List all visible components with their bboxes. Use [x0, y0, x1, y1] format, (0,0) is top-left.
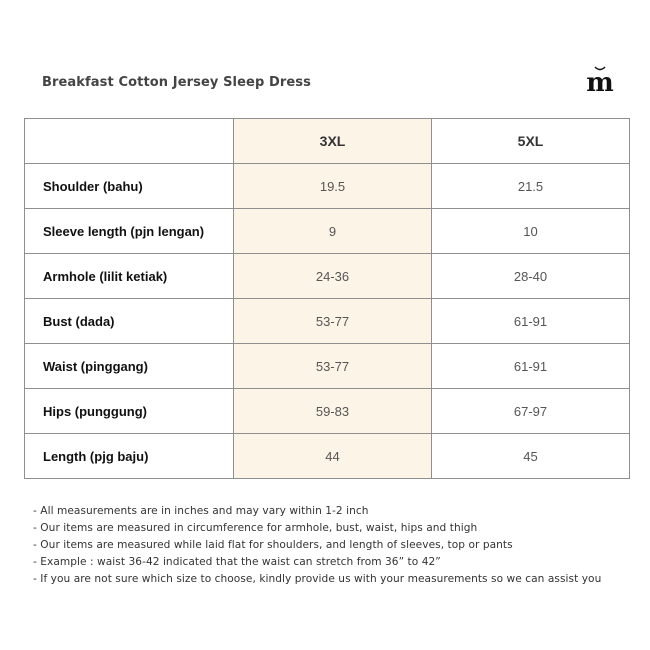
note-line: - All measurements are in inches and may vary within 1-2 inch	[33, 505, 369, 517]
row-label-shoulder: Shoulder (bahu)	[25, 164, 234, 209]
table-row	[25, 254, 630, 299]
size-chart-table	[24, 118, 630, 479]
cell-value-5xl: 67-97	[432, 389, 630, 434]
cell-value-5xl: 21.5	[432, 164, 630, 209]
logo-letter: m	[586, 68, 614, 98]
note-line: - Our items are measured in circumference for armhole, bust, waist, hips and thigh	[33, 522, 478, 534]
cell-value-5xl: 45	[432, 434, 630, 479]
table-row	[25, 434, 630, 479]
table-header-row	[25, 119, 630, 164]
cell-value-3xl: 19.5	[234, 164, 432, 209]
cell-value-5xl: 28-40	[432, 254, 630, 299]
measurement-notes	[33, 503, 601, 588]
row-label-waist: Waist (pinggang)	[25, 344, 234, 389]
cell-value-3xl: 53-77	[234, 299, 432, 344]
cell-value-5xl: 61-91	[432, 299, 630, 344]
table-row	[25, 389, 630, 434]
cell-value-3xl: 44	[234, 434, 432, 479]
cell-value-3xl: 59-83	[234, 389, 432, 434]
header-size-5xl: 5XL	[432, 119, 630, 164]
row-label-length: Length (pjg baju)	[25, 434, 234, 479]
table-row	[25, 344, 630, 389]
table-row	[25, 164, 630, 209]
table-row	[25, 299, 630, 344]
row-label-armhole: Armhole (lilit ketiak)	[25, 254, 234, 299]
cell-value-3xl: 24-36	[234, 254, 432, 299]
row-label-sleeve-length: Sleeve length (pjn lengan)	[25, 209, 234, 254]
note-line: - Example : waist 36-42 indicated that the waist can stretch from 36” to 42”	[33, 556, 441, 568]
cell-value-5xl: 10	[432, 209, 630, 254]
header-empty-cell	[25, 119, 234, 164]
header-size-3xl: 3XL	[234, 119, 432, 164]
row-label-hips: Hips (punggung)	[25, 389, 234, 434]
row-label-bust: Bust (dada)	[25, 299, 234, 344]
table-row	[25, 209, 630, 254]
cell-value-5xl: 61-91	[432, 344, 630, 389]
note-line: - Our items are measured while laid flat for shoulders, and length of sleeves, top or pants	[33, 539, 513, 551]
note-line: - If you are not sure which size to choose, kindly provide us with your measurements so we can assist you	[33, 573, 602, 585]
cell-value-3xl: 53-77	[234, 344, 432, 389]
product-title: Breakfast Cotton Jersey Sleep Dress	[42, 75, 311, 90]
brand-logo-icon	[582, 62, 618, 98]
cell-value-3xl: 9	[234, 209, 432, 254]
